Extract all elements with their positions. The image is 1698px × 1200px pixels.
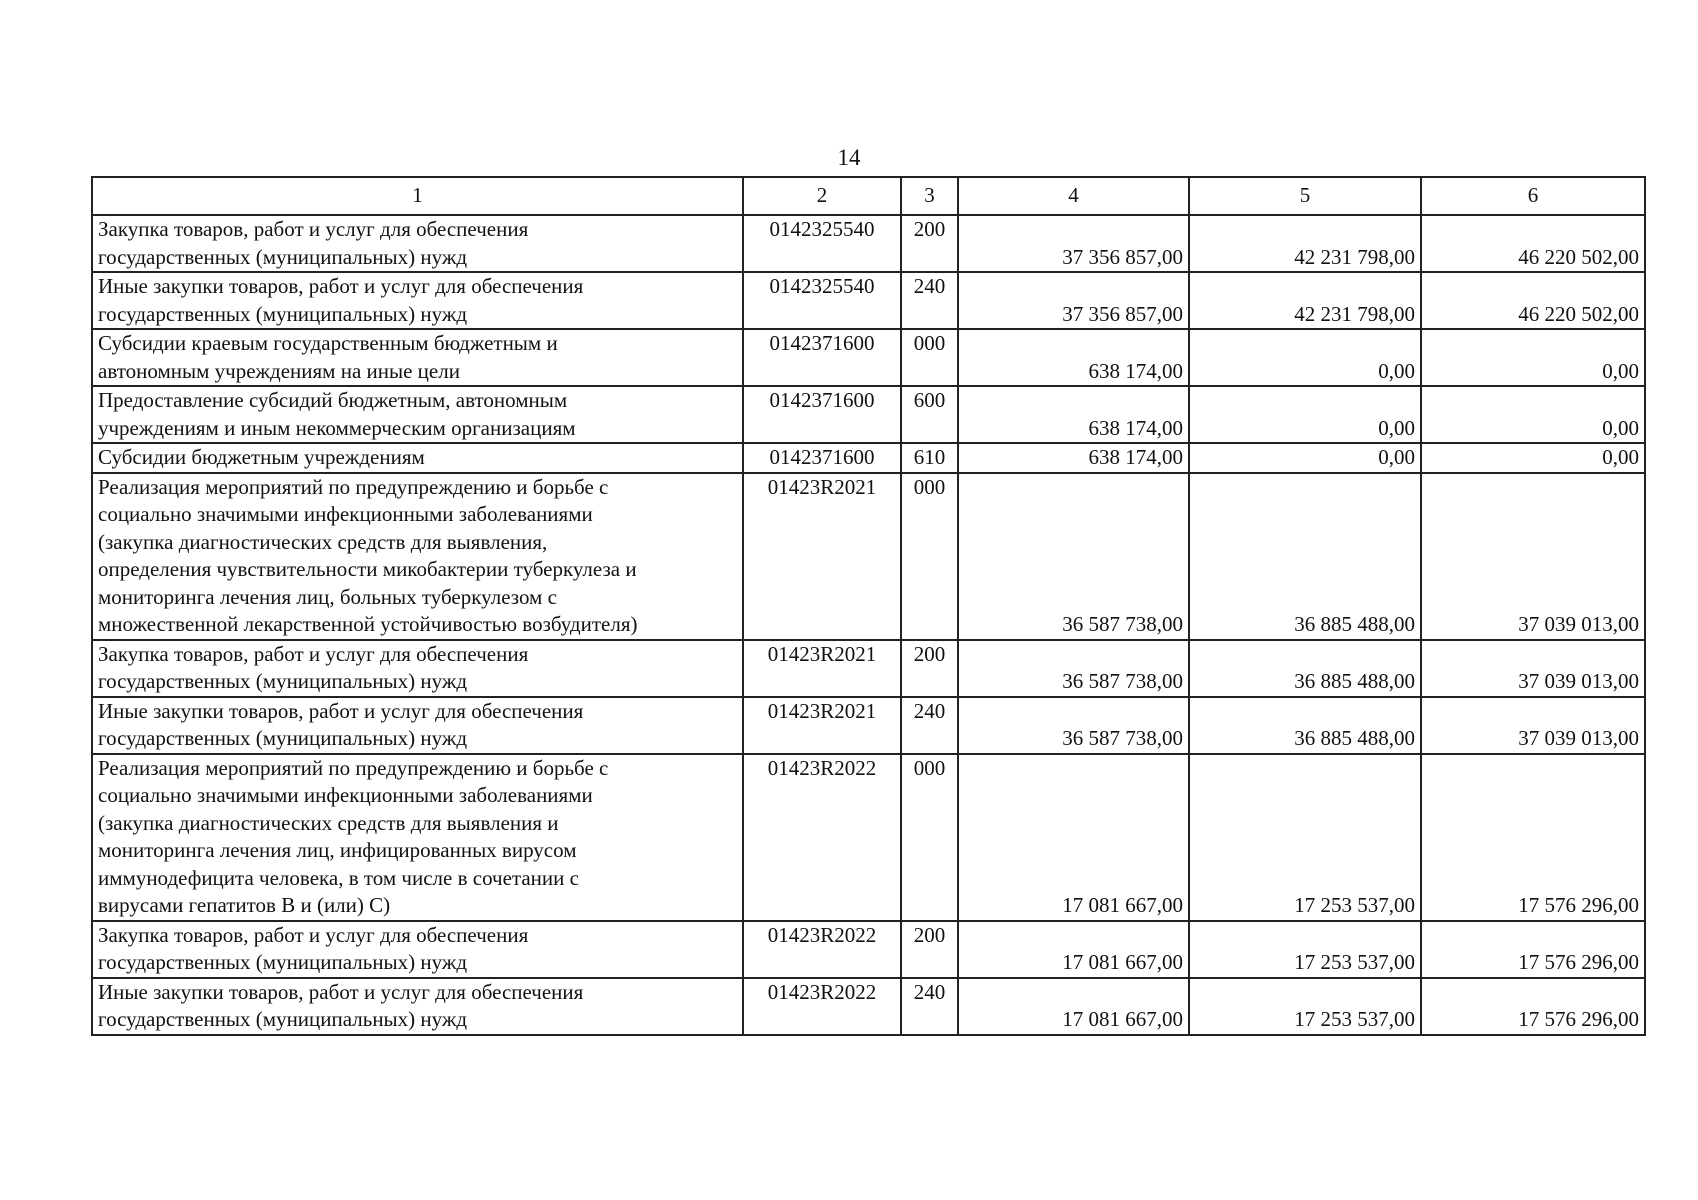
amount-col-6: 37 039 013,00	[1421, 640, 1645, 697]
amount-col-4: 638 174,00	[958, 443, 1189, 473]
description-line: государственных (муниципальных) нужд	[98, 244, 468, 269]
table-row	[92, 754, 1645, 921]
description-line: вирусами гепатитов В и (или) С)	[98, 893, 391, 917]
description-line: учреждениям и иным некоммерческим организациям	[98, 415, 576, 440]
amount-col-5: 36 885 488,00	[1189, 473, 1421, 640]
table-row	[92, 921, 1645, 978]
amount-col-6: 0,00	[1421, 386, 1645, 443]
target-article-code: 01423R2021	[743, 697, 901, 754]
expense-type-code: 240	[901, 697, 958, 754]
amount-col-6: 17 576 296,00	[1421, 754, 1645, 921]
description-line: автономным учреждениям на иные цели	[98, 358, 460, 383]
amount-col-5: 36 885 488,00	[1189, 640, 1421, 697]
description-line: Реализация мероприятий по предупреждению и борьбе с	[98, 474, 609, 499]
page-number: 14	[837, 145, 861, 170]
amount-col-5: 42 231 798,00	[1189, 272, 1421, 329]
description-line: мониторинга лечения лиц, больных туберкулезом с	[98, 584, 557, 609]
row-description	[92, 754, 743, 921]
table-row	[92, 640, 1645, 697]
amount-col-6: 37 039 013,00	[1421, 473, 1645, 640]
description-line: Иные закупки товаров, работ и услуг для обеспечения	[98, 698, 584, 723]
description-line: Иные закупки товаров, работ и услуг для обеспечения	[98, 979, 584, 1004]
target-article-code: 0142371600	[743, 386, 901, 443]
header-col-1: 1	[92, 177, 743, 215]
row-description	[92, 272, 743, 329]
row-description	[92, 386, 743, 443]
description-line: государственных (муниципальных) нужд	[98, 301, 468, 326]
header-row	[92, 177, 1645, 215]
table-row	[92, 329, 1645, 386]
target-article-code: 0142371600	[743, 443, 901, 473]
expense-type-code: 000	[901, 473, 958, 640]
target-article-code: 0142371600	[743, 329, 901, 386]
description-line: Субсидии краевым государственным бюджетным и	[98, 331, 558, 355]
description-line: мониторинга лечения лиц, инфицированных вирусом	[98, 838, 577, 862]
amount-col-6: 0,00	[1421, 329, 1645, 386]
amount-col-4: 17 081 667,00	[958, 754, 1189, 921]
row-description	[92, 978, 743, 1035]
amount-col-4: 37 356 857,00	[958, 272, 1189, 329]
row-description	[92, 640, 743, 697]
amount-col-6: 17 576 296,00	[1421, 978, 1645, 1035]
amount-col-4: 36 587 738,00	[958, 640, 1189, 697]
description-line: Реализация мероприятий по предупреждению и борьбе с	[98, 755, 609, 780]
amount-col-4: 36 587 738,00	[958, 473, 1189, 640]
description-line: (закупка диагностических средств для выявления,	[98, 529, 548, 554]
description-line: государственных (муниципальных) нужд	[98, 950, 468, 974]
expense-type-code: 610	[901, 443, 958, 473]
table-row	[92, 697, 1645, 754]
target-article-code: 01423R2021	[743, 473, 901, 640]
amount-col-6: 37 039 013,00	[1421, 697, 1645, 754]
description-line: государственных (муниципальных) нужд	[98, 1007, 468, 1031]
amount-col-4: 37 356 857,00	[958, 215, 1189, 272]
expense-type-code: 600	[901, 386, 958, 443]
amount-col-4: 36 587 738,00	[958, 697, 1189, 754]
amount-col-5: 36 885 488,00	[1189, 697, 1421, 754]
amount-col-4: 638 174,00	[958, 329, 1189, 386]
amount-col-5: 0,00	[1189, 443, 1421, 473]
target-article-code: 01423R2022	[743, 921, 901, 978]
header-col-5: 5	[1189, 177, 1421, 215]
description-line: социально значимыми инфекционными заболеваниями	[98, 502, 593, 526]
amount-col-6: 17 576 296,00	[1421, 921, 1645, 978]
description-line: социально значимыми инфекционными заболеваниями	[98, 783, 593, 807]
amount-col-5: 0,00	[1189, 386, 1421, 443]
table-row	[92, 272, 1645, 329]
header-col-6: 6	[1421, 177, 1645, 215]
amount-col-6: 0,00	[1421, 443, 1645, 473]
description-line: Иные закупки товаров, работ и услуг для обеспечения	[98, 274, 584, 298]
description-line: Закупка товаров, работ и услуг для обеспечения	[98, 641, 529, 666]
description-line: Закупка товаров, работ и услуг для обеспечения	[98, 217, 529, 241]
amount-col-4: 17 081 667,00	[958, 921, 1189, 978]
amount-col-4: 638 174,00	[958, 386, 1189, 443]
expense-type-code: 200	[901, 640, 958, 697]
budget-table	[91, 176, 1646, 1036]
amount-col-5: 42 231 798,00	[1189, 215, 1421, 272]
row-description	[92, 215, 743, 272]
row-description	[92, 329, 743, 386]
target-article-code: 0142325540	[743, 215, 901, 272]
target-article-code: 01423R2022	[743, 978, 901, 1035]
expense-type-code: 240	[901, 978, 958, 1035]
amount-col-5: 17 253 537,00	[1189, 754, 1421, 921]
description-line: множественной лекарственной устойчивостью возбудителя)	[98, 612, 638, 636]
amount-col-5: 0,00	[1189, 329, 1421, 386]
table-row	[92, 215, 1645, 272]
amount-col-6: 46 220 502,00	[1421, 215, 1645, 272]
header-col-3: 3	[901, 177, 958, 215]
expense-type-code: 000	[901, 754, 958, 921]
amount-col-5: 17 253 537,00	[1189, 978, 1421, 1035]
row-description	[92, 443, 743, 473]
amount-col-6: 46 220 502,00	[1421, 272, 1645, 329]
description-line: Закупка товаров, работ и услуг для обеспечения	[98, 922, 529, 947]
table-row	[92, 443, 1645, 473]
expense-type-code: 200	[901, 215, 958, 272]
target-article-code: 01423R2022	[743, 754, 901, 921]
description-line: Предоставление субсидий бюджетным, автономным	[98, 388, 568, 412]
amount-col-5: 17 253 537,00	[1189, 921, 1421, 978]
description-line: государственных (муниципальных) нужд	[98, 726, 468, 750]
header-col-2: 2	[743, 177, 901, 215]
expense-type-code: 200	[901, 921, 958, 978]
expense-type-code: 000	[901, 329, 958, 386]
target-article-code: 0142325540	[743, 272, 901, 329]
table-body	[92, 215, 1645, 1035]
description-line: иммунодефицита человека, в том числе в сочетании с	[98, 865, 579, 890]
target-article-code: 01423R2021	[743, 640, 901, 697]
table-row	[92, 978, 1645, 1035]
description-line: (закупка диагностических средств для выявления и	[98, 810, 559, 835]
description-line: Субсидии бюджетным учреждениям	[98, 445, 425, 469]
header-col-4: 4	[958, 177, 1189, 215]
table-row	[92, 386, 1645, 443]
row-description	[92, 697, 743, 754]
expense-type-code: 240	[901, 272, 958, 329]
table-row	[92, 473, 1645, 640]
description-line: определения чувствительности микобактерии туберкулеза и	[98, 557, 637, 581]
amount-col-4: 17 081 667,00	[958, 978, 1189, 1035]
row-description	[92, 921, 743, 978]
row-description	[92, 473, 743, 640]
description-line: государственных (муниципальных) нужд	[98, 669, 468, 693]
